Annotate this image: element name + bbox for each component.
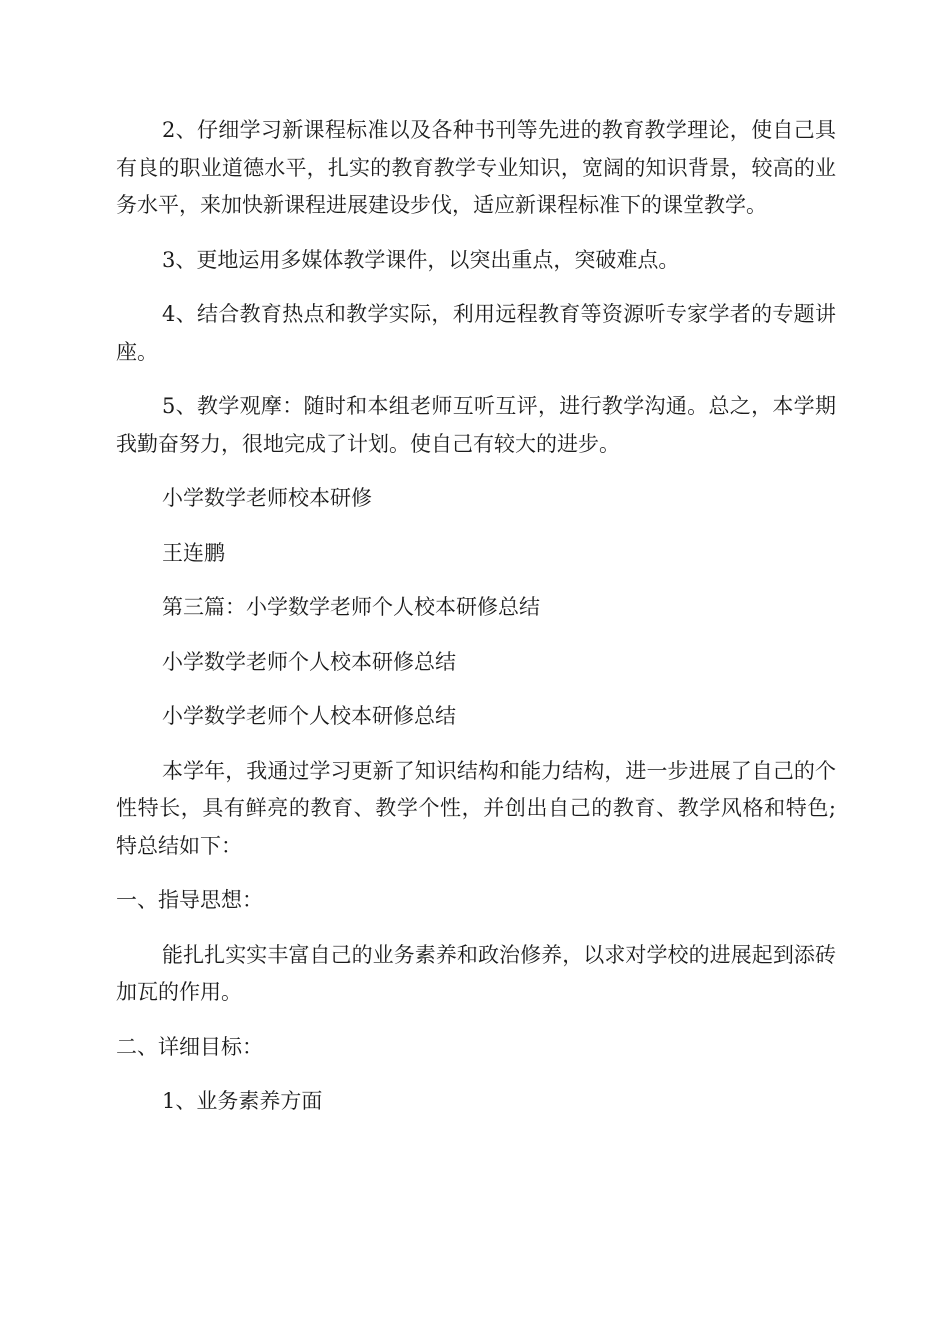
paragraph-point-3: 3、更地运用多媒体教学课件，以突出重点，突破难点。 (162, 247, 680, 272)
subheading-professional-quality: 1、业务素养方面 (162, 1089, 323, 1113)
heading-detailed-goals: 二、详细目标： (116, 1034, 263, 1059)
paragraph-point-4: 4、结合教育热点和教学实际，利用远程教育等资源听专家学者的专题讲座。 (116, 302, 836, 364)
signature-title: 小学数学老师校本研修 (162, 486, 372, 510)
signature-author: 王连鹏 (162, 540, 225, 565)
paragraph-intro: 本学年，我通过学习更新了知识结构和能力结构，进一步进展了自己的个性特长，具有鲜亮的教育、教学个性，并创出自己的教育、教学风格和特色;特总结如下： (116, 758, 836, 858)
chapter-heading: 第三篇：小学数学老师个人校本研修总结 (162, 595, 540, 619)
paragraph-point-5: 5、教学观摩：随时和本组老师互听互评，进行教学沟通。总之，本学期我勤奋努力，很地完成了计划。使自己有较大的进步。 (116, 394, 836, 456)
document-body (116, 112, 836, 1121)
section-subtitle: 小学数学老师个人校本研修总结 (162, 704, 456, 728)
paragraph-point-2: 2、仔细学习新课程标准以及各种书刊等先进的教育教学理论，使自己具有良的职业道德水平，扎实的教育教学专业知识，宽阔的知识背景，较高的业务水平，来加快新课程进展建设步伐，适应新课程标准下的课堂教学。 (116, 118, 836, 217)
section-title: 小学数学老师个人校本研修总结 (162, 649, 456, 674)
paragraph-guiding-thought: 能扎扎实实丰富自己的业务素养和政治修养，以求对学校的进展起到添砖加瓦的作用。 (116, 942, 836, 1004)
heading-guiding-thought: 一、指导思想： (116, 888, 263, 912)
